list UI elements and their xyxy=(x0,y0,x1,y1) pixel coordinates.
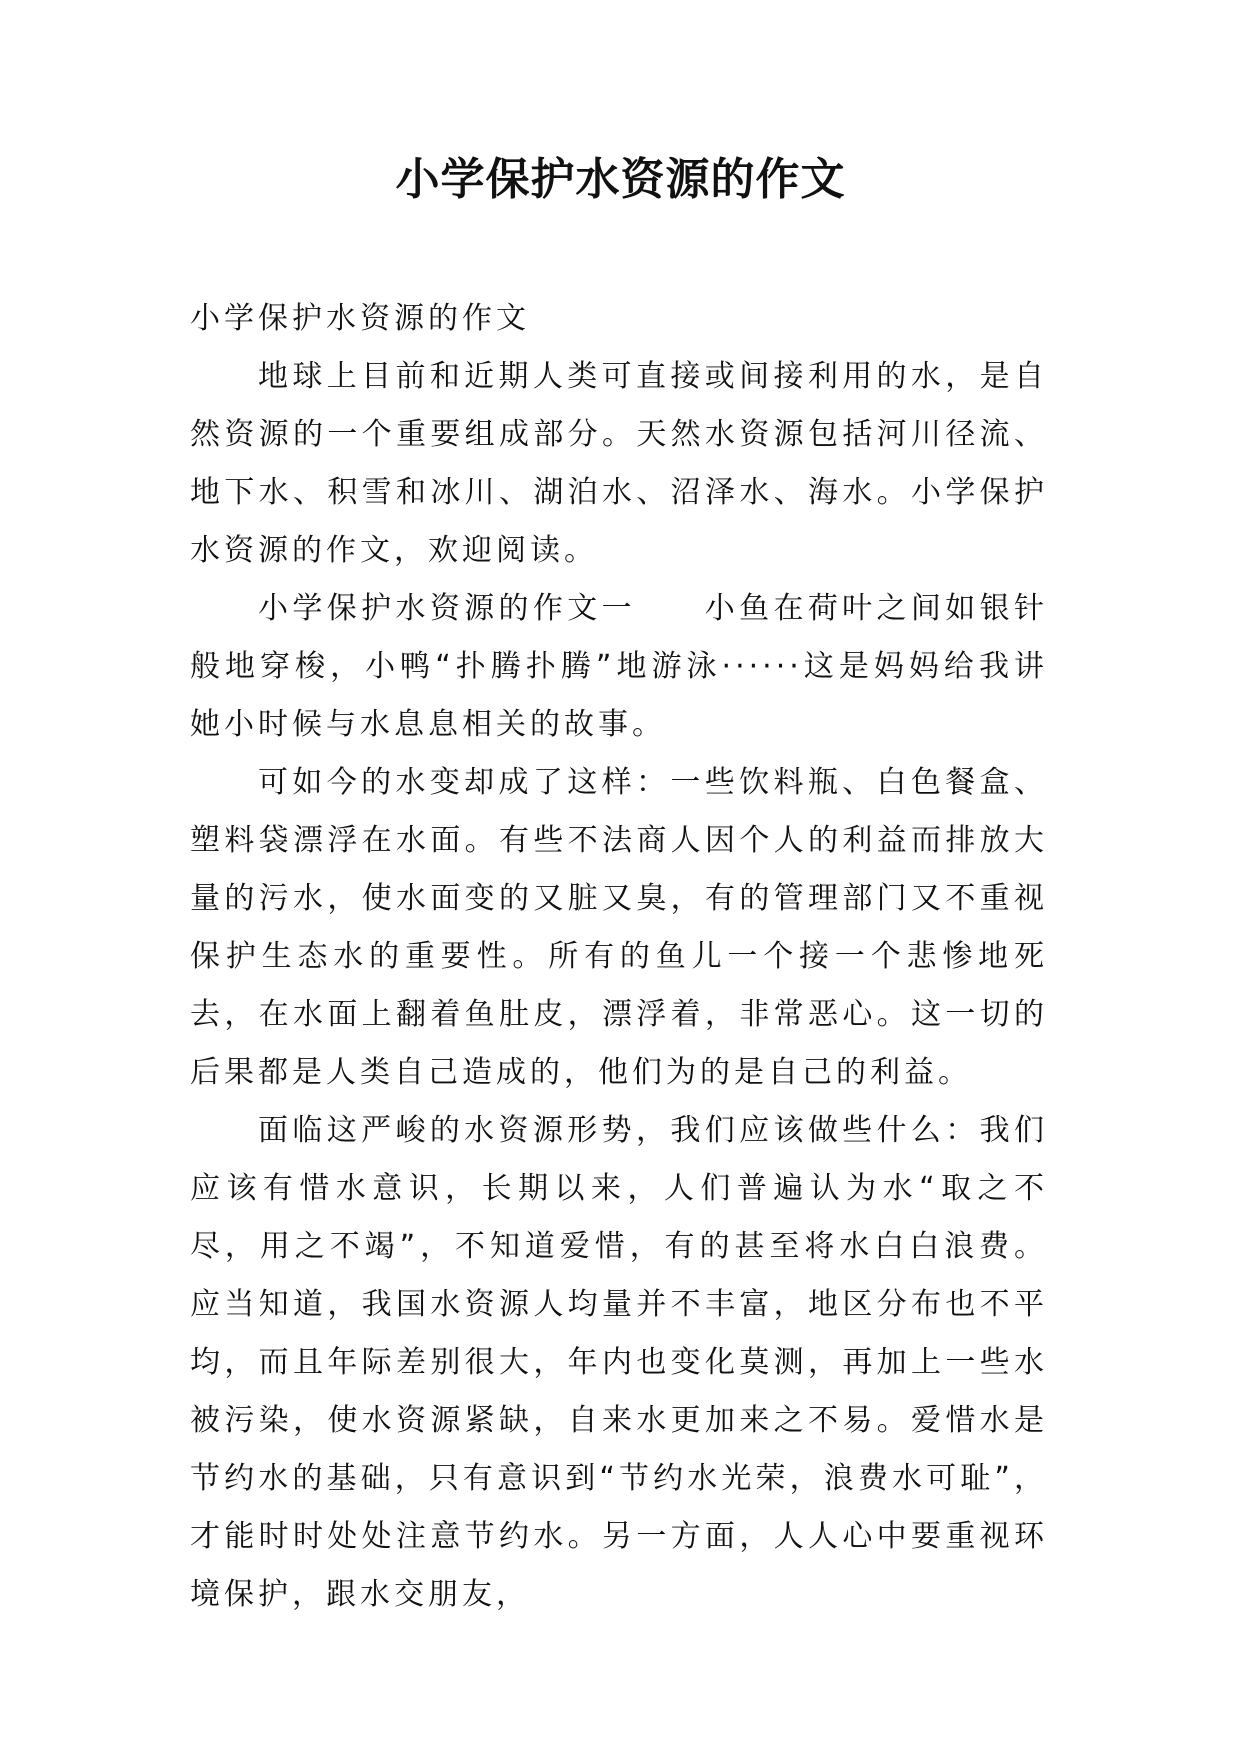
paragraph-essay-one-opening: 小学保护水资源的作文一 小鱼在荷叶之间如银针般地穿梭，小鸭“扑腾扑腾”地游泳······这是妈妈给我讲她小时候与水息息相关的故事。 xyxy=(190,591,1048,742)
document-title: 小学保护水资源的作文 xyxy=(395,154,846,205)
paragraph-pollution: 可如今的水变却成了这样：一些饮料瓶、白色餐盒、塑料袋漂浮在水面。有些不法商人因个人的利益而排放大量的污水，使水面变的又脏又臭，有的管理部门又不重视保护生态水的重要性。所有的鱼儿一个接一个悲惨地死去，在水面上翻着鱼肚皮，漂浮着，非常恶心。这一切的后果都是人类自己造成的，他们为的是自己的利益。 xyxy=(190,765,1048,1090)
paragraph-intro: 地球上目前和近期人类可直接或间接利用的水，是自然资源的一个重要组成部分。天然水资源包括河川径流、地下水、积雪和冰川、湖泊水、沼泽水、海水。小学保护水资源的作文，欢迎阅读。 xyxy=(190,359,1048,568)
document-subheading: 小学保护水资源的作文 xyxy=(190,301,530,336)
paragraph-what-to-do: 面临这严峻的水资源形势，我们应该做些什么：我们应该有惜水意识，长期以来，人们普遍认为水“取之不尽，用之不竭”，不知道爱惜，有的甚至将水白白浪费。应当知道，我国水资源人均量并不丰富，地区分布也不平均，而且年际差别很大，年内也变化莫测，再加上一些水被污染，使水资源紧缺，自来水更加来之不易。爱惜水是节约水的基础，只有意识到“节约水光荣，浪费水可耻”，才能时时处处注意节约水。另一方面，人人心中要重视环境保护，跟水交朋友， xyxy=(190,1113,1048,1612)
document-body xyxy=(190,290,1048,1624)
